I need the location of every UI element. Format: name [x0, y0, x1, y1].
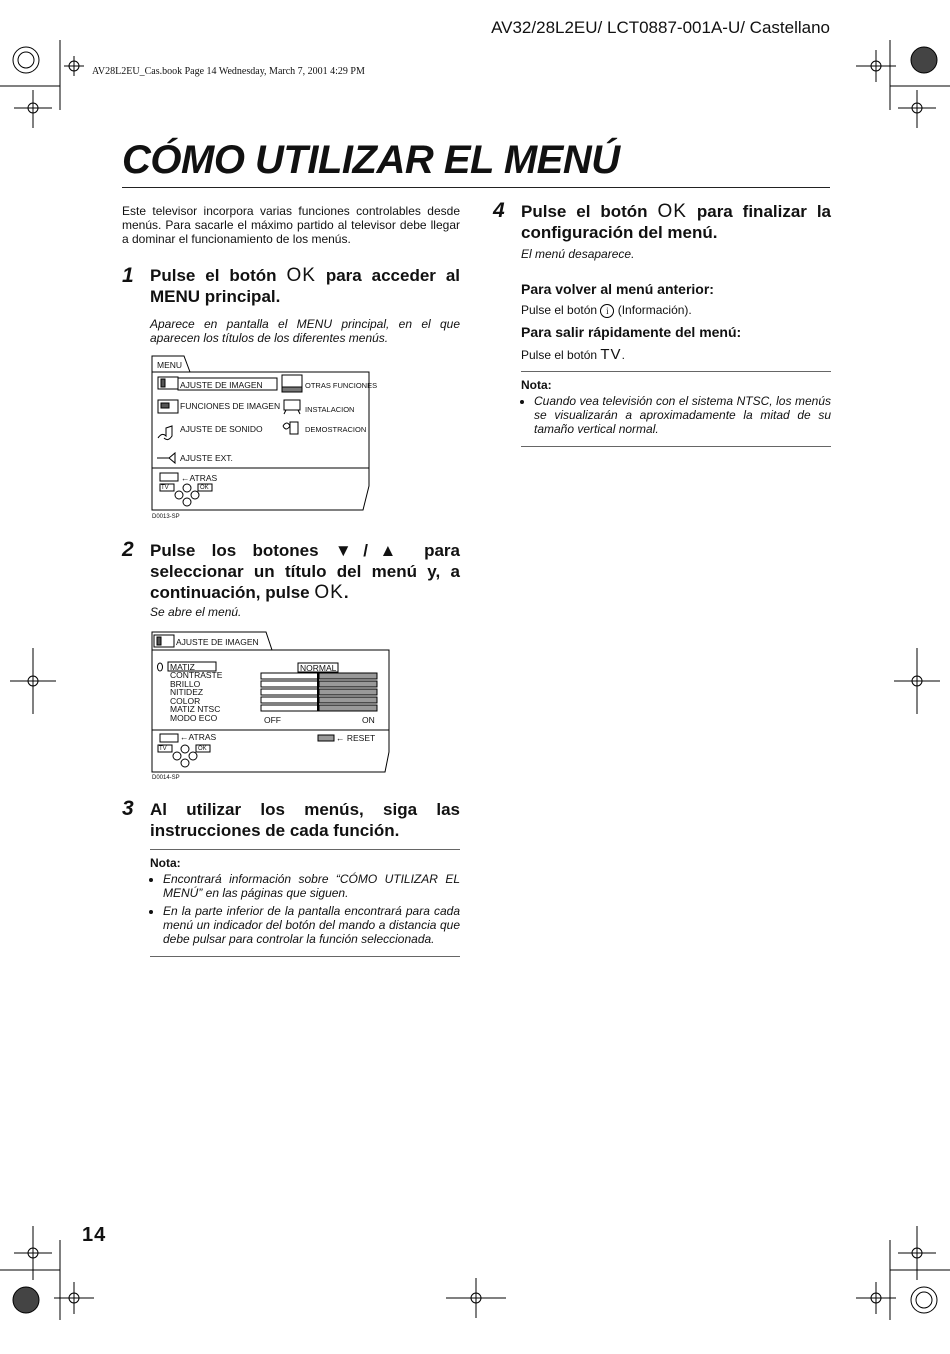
menu-back-text: ATRAS	[189, 473, 218, 483]
picture-item-brillo: BRILLO	[170, 679, 201, 689]
document-code: AV32/28L2EU/ LCT0887-001A-U/ Castellano	[491, 18, 830, 37]
picture-item-matiz-ntsc: MATIZ NTSC	[170, 704, 221, 714]
exit-menu-pre: Pulse el botón	[521, 348, 601, 362]
book-line: AV28L2EU_Cas.book Page 14 Wednesday, March 7, 2001 4:29 PM	[92, 66, 365, 77]
menu-item-instalacion: INSTALACION	[305, 405, 355, 414]
step-4-title	[521, 201, 831, 243]
picture-item-matiz: MATIZ	[170, 662, 195, 672]
step-4-number: 4	[493, 199, 505, 222]
on-label: ON	[362, 715, 375, 725]
step-1-description: Aparece en pantalla el MENU principal, en el que aparecen los títulos de los diferentes menús.	[150, 317, 460, 345]
picture-item-nitidez: NITIDEZ	[170, 687, 204, 697]
step-3-title: Al utilizar los menús, siga las instrucciones de cada función.	[150, 800, 460, 840]
prev-menu-pre: Pulse el botón	[521, 303, 601, 317]
step-1-pre: Pulse el botón	[150, 266, 287, 285]
picture-back-text: ATRAS	[188, 732, 217, 742]
picture-tv-label: TV	[159, 746, 167, 752]
ok-button-glyph: OK	[657, 201, 687, 222]
menu-item-funciones-imagen: FUNCIONES DE IMAGEN	[180, 401, 281, 411]
off-label: OFF	[264, 715, 281, 725]
step-2-post: .	[343, 583, 349, 602]
step-1-number: 1	[122, 264, 134, 287]
step-2-title	[150, 540, 460, 603]
menu-tab-label: MENU	[157, 360, 183, 370]
intro-paragraph: Este televisor incorpora varias funciones controlables desde menús. Para sacarle el máximo partido al televisor debe llegar a dominar el funcionamiento de los menús.	[122, 204, 460, 246]
prev-menu-text	[521, 303, 692, 318]
menu-item-ajuste-ext: AJUSTE EXT.	[180, 453, 233, 463]
exit-menu-heading: Para salir rápidamente del menú:	[521, 324, 742, 340]
picture-item-contraste: CONTRASTE	[170, 670, 223, 680]
menu-item-ajuste-sonido: AJUSTE DE SONIDO	[180, 424, 263, 434]
picture-item-color: COLOR	[170, 696, 201, 706]
note-1-title: Nota:	[150, 856, 181, 870]
step-1-post: para acceder al MENU principal.	[150, 266, 461, 306]
step-3-number: 3	[122, 797, 134, 820]
note-1-item: • En la parte inferior de la pantalla encontrará para cada menú un indicador del botón del mando a distancia que debe pulsar para controlar la función seleccionada.	[163, 904, 460, 946]
page-number: 14	[82, 1224, 107, 1246]
menu-item-demostracion: DEMOSTRACION	[305, 425, 367, 434]
ok-button-glyph: OK	[314, 582, 344, 603]
main-menu-figure	[150, 354, 378, 524]
exit-menu-post: .	[621, 348, 625, 362]
info-icon: i	[600, 304, 614, 318]
step-4-pre: Pulse el botón	[521, 202, 658, 221]
title-rule	[122, 187, 830, 188]
menu-item-ajuste-imagen: AJUSTE DE IMAGEN	[180, 380, 263, 390]
step-4-description: El menú desaparece.	[521, 247, 635, 261]
prev-menu-post: (Información).	[614, 303, 692, 317]
figure-2-code: D0014-SP	[152, 775, 180, 781]
note-2	[521, 371, 831, 447]
exit-menu-text	[521, 346, 625, 363]
picture-item-modo-eco: MODO ECO	[170, 713, 218, 723]
step-1-title	[150, 265, 460, 307]
menu-ok-label: OK	[200, 485, 209, 491]
note-1-item: • Encontrará información sobre “CÓMO UTILIZAR EL MENÚ” en las páginas que siguen.	[163, 872, 460, 900]
tv-icon: TV	[600, 346, 622, 363]
ok-button-glyph: OK	[286, 265, 316, 286]
normal-label: NORMAL	[300, 663, 337, 673]
step-4-post: para finalizar la configuración del menú.	[521, 202, 832, 242]
picture-back-label: ←ATRAS	[180, 732, 217, 742]
picture-menu-figure	[150, 630, 395, 785]
menu-tv-label: TV	[161, 485, 169, 491]
picture-tab-label: AJUSTE DE IMAGEN	[176, 637, 259, 647]
menu-back-label: ←ATRAS	[181, 473, 218, 483]
prev-menu-heading: Para volver al menú anterior:	[521, 281, 714, 297]
picture-ok-label: OK	[198, 746, 207, 752]
page-title: CÓMO UTILIZAR EL MENÚ	[122, 138, 620, 182]
note-2-item: • Cuando vea televisión con el sistema NTSC, los menús se visualizarán a aproximadamente la mitad de su tamaño vertical normal.	[534, 394, 831, 436]
figure-1-code: D0013-SP	[152, 514, 180, 520]
step-2-number: 2	[122, 538, 134, 561]
note-1	[150, 849, 460, 957]
reset-text: RESET	[346, 733, 376, 743]
menu-item-otras-funciones: OTRAS FUNCIONES	[305, 381, 378, 390]
step-2-pre: Pulse los botones ▼/▲ para seleccionar un título del menú y, a continuación, pulse	[150, 541, 460, 602]
note-2-title: Nota:	[521, 378, 552, 392]
step-2-description: Se abre el menú.	[150, 605, 242, 619]
reset-label: ← RESET	[336, 733, 376, 743]
